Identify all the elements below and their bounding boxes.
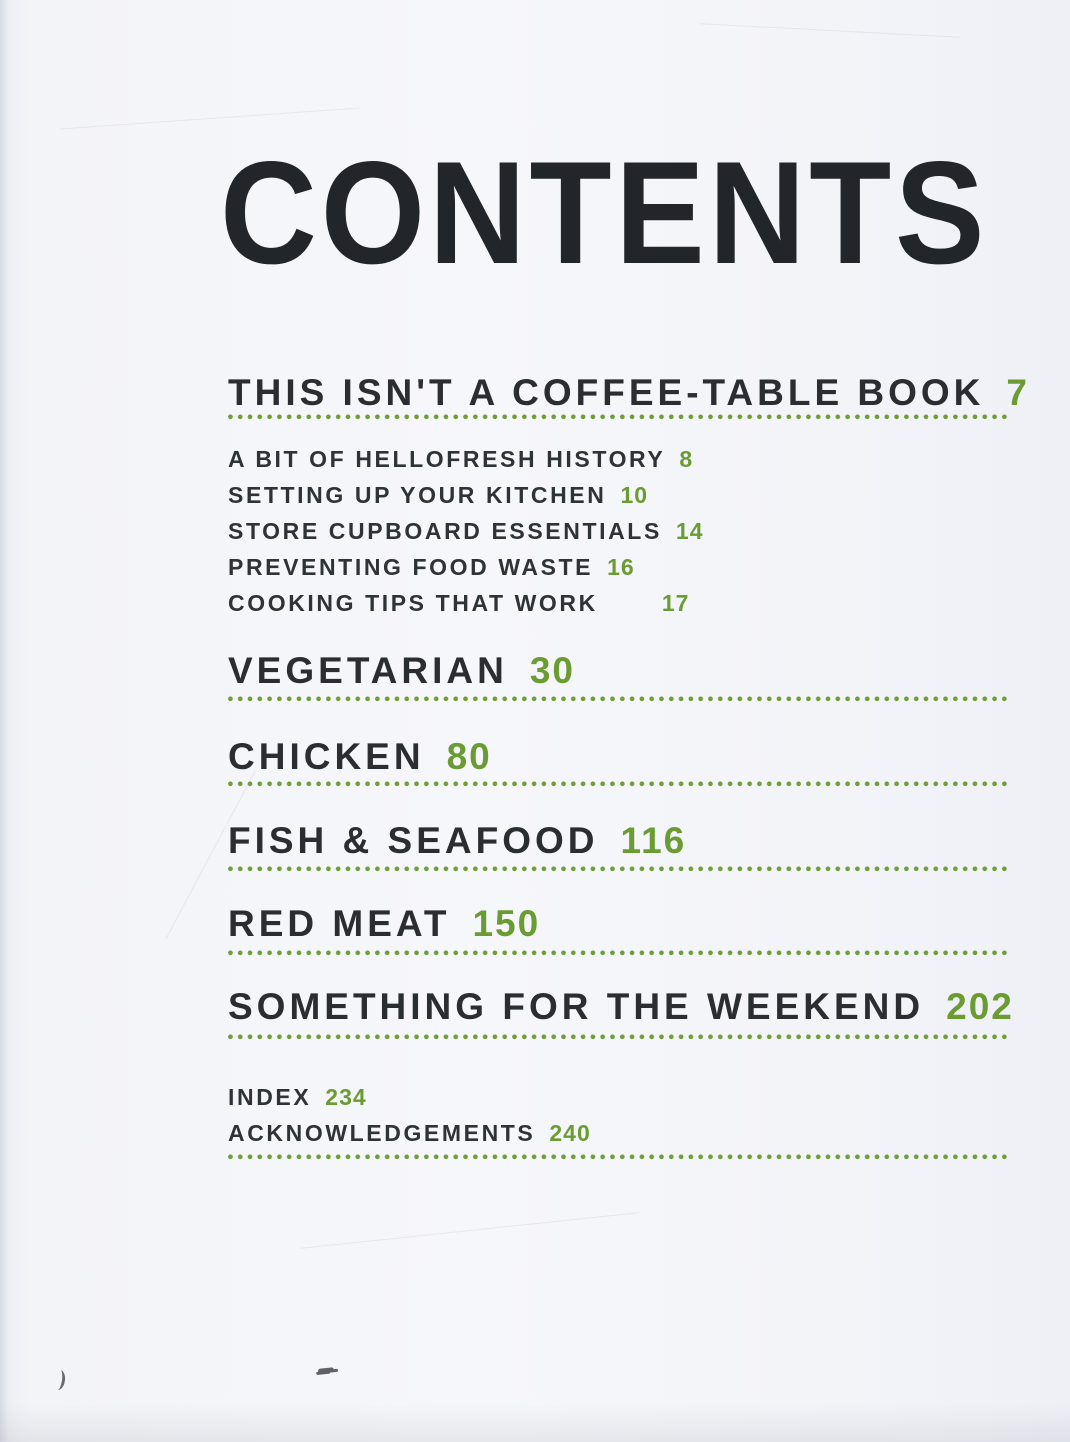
toc-footer-item bbox=[228, 1084, 367, 1111]
toc-footer-page-number: 240 bbox=[549, 1120, 591, 1146]
toc-subitem-page-number: 14 bbox=[675, 518, 704, 544]
dotted-divider bbox=[228, 950, 1008, 956]
dotted-divider bbox=[228, 696, 1008, 702]
pen-mark bbox=[52, 1369, 67, 1390]
toc-subitem bbox=[228, 554, 635, 581]
toc-section-page-number: 202 bbox=[946, 986, 1014, 1027]
toc-subitem bbox=[228, 590, 689, 617]
toc-section bbox=[228, 903, 540, 945]
toc-subitem-label: STORE CUPBOARD ESSENTIALS bbox=[228, 518, 662, 544]
toc-section-page-number: 116 bbox=[620, 820, 687, 861]
toc-subitem-label: SETTING UP YOUR KITCHEN bbox=[228, 482, 607, 508]
toc-section-page-number: 80 bbox=[446, 736, 492, 777]
toc-subitem-label: A BIT OF HELLOFRESH HISTORY bbox=[228, 446, 666, 472]
toc-subitem bbox=[228, 482, 648, 509]
dotted-divider bbox=[228, 1034, 1008, 1040]
toc-section-page-number: 150 bbox=[472, 903, 541, 944]
toc-section bbox=[228, 736, 492, 778]
toc-section-label: CHICKEN bbox=[228, 736, 425, 777]
toc-section bbox=[228, 820, 686, 862]
toc-subitem-label: PREVENTING FOOD WASTE bbox=[228, 554, 594, 580]
toc-section bbox=[228, 986, 1014, 1028]
toc-section bbox=[228, 650, 575, 692]
toc-section-label: VEGETARIAN bbox=[228, 650, 508, 691]
paper-scratch bbox=[60, 108, 359, 130]
dotted-divider bbox=[228, 866, 1008, 872]
toc-footer-page-number: 234 bbox=[325, 1084, 367, 1110]
toc-subitem bbox=[228, 446, 693, 473]
page-title: CONTENTS bbox=[220, 131, 989, 294]
toc-section-page-number: 30 bbox=[529, 650, 575, 691]
toc-subitem-page-number: 8 bbox=[679, 446, 694, 472]
toc-section-label: FISH & SEAFOOD bbox=[228, 820, 599, 861]
toc-section-label: THIS ISN'T A COFFEE-TABLE BOOK bbox=[228, 372, 985, 413]
pen-mark bbox=[318, 1367, 334, 1374]
toc-footer-label: INDEX bbox=[228, 1084, 312, 1110]
paper-scratch bbox=[301, 1212, 639, 1249]
toc-section bbox=[228, 372, 1029, 414]
paper-scratch bbox=[700, 23, 960, 38]
dotted-divider bbox=[228, 1154, 1008, 1160]
toc-footer-item bbox=[228, 1120, 591, 1147]
toc-section-label: RED MEAT bbox=[228, 903, 451, 944]
toc-subitem-label: COOKING TIPS THAT WORK bbox=[228, 590, 598, 616]
toc-footer-label: ACKNOWLEDGEMENTS bbox=[228, 1120, 536, 1146]
dotted-divider bbox=[228, 414, 1008, 420]
dotted-divider bbox=[228, 781, 1008, 787]
toc-subitem-page-number: 10 bbox=[620, 482, 649, 508]
toc-section-label: SOMETHING FOR THE WEEKEND bbox=[228, 986, 925, 1027]
toc-section-page-number: 7 bbox=[1006, 372, 1029, 413]
toc-subitem-page-number: 16 bbox=[607, 554, 635, 580]
toc-subitem-page-number: 17 bbox=[661, 590, 690, 616]
toc-subitem bbox=[228, 518, 704, 545]
